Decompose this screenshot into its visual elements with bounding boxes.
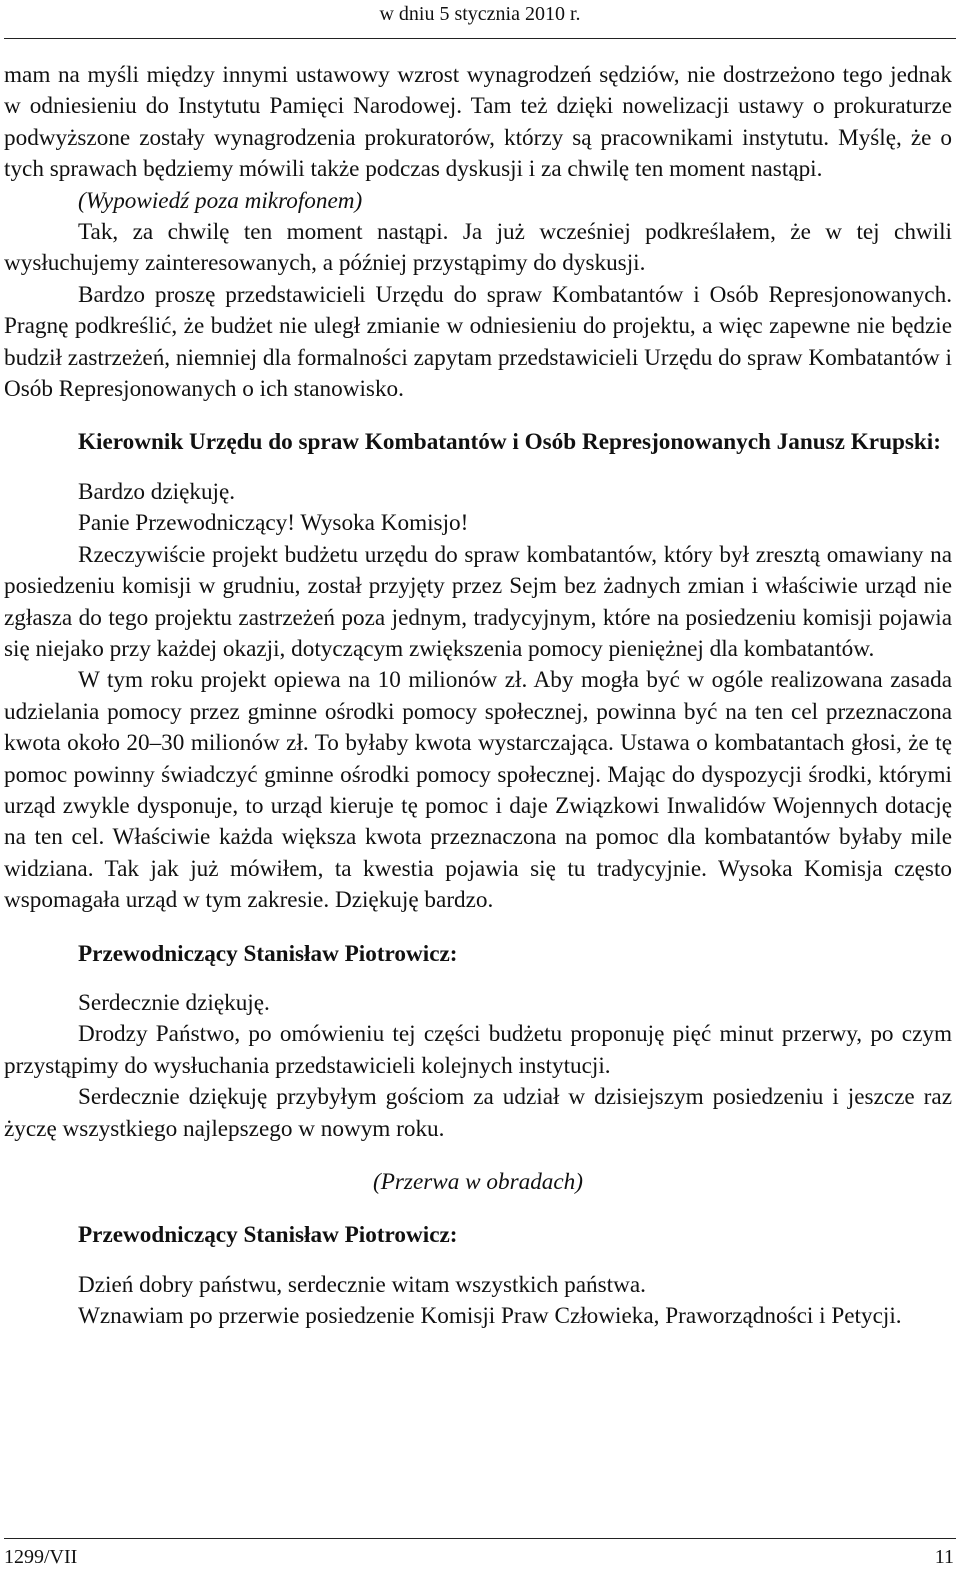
- header-divider: [4, 38, 956, 39]
- paragraph: Dzień dobry państwu, serdecznie witam wszystkich państwa.: [78, 1271, 646, 1298]
- paragraph: Panie Przewodniczący! Wysoka Komisjo!: [78, 510, 469, 537]
- paragraph: Tak, za chwilę ten moment nastąpi. Ja już wcześniej podkreślałem, że w tej chwili wysłuchujemy zainteresowanych, a później przystąpimy do dyskusji.: [4, 219, 952, 277]
- page-number: 11: [934, 1546, 954, 1568]
- speaker-heading: Kierownik Urzędu do spraw Kombatantów i Osób Represjonowanych Janusz Krupski:: [78, 429, 941, 456]
- paragraph: Drodzy Państwo, po omówieniu tej części budżetu proponuję pięć minut przerwy, po czym przystąpimy do wysłuchania przedstawicieli kolejnych instytucji.: [4, 1021, 952, 1079]
- paragraph: Serdecznie dziękuję.: [78, 989, 270, 1016]
- header-date: w dniu 5 stycznia 2010 r.: [379, 3, 581, 25]
- paragraph: W tym roku projekt opiewa na 10 milionów zł. Aby mogła być w ogóle realizowana zasada udzielania pomocy przez gminne ośrodki pomocy społecznej, powinna być na ten cel przeznaczona kwota około 20–30 milionów zł. To byłaby kwota wystarczająca. Ustawa o kombatantach głosi, że tę pomoc powinny świadczyć gminne ośrodki pomocy społecznej. Mając do dyspozycji środki, którymi urząd zwykle dysponuje, to urząd kieruje tę pomoc i daje Związkowi Inwalidów Wojennych dotację na ten cel. Właściwie każda większa kwota przeznaczona na pomoc dla kombatantów byłaby mile widziana. Tak jak już mówiłem, ta kwestia pojawia się tu tradycyjnie. Wysoka Komisja często wspomagała urząd w tym zakresie. Dziękuję bardzo.: [4, 667, 952, 914]
- stage-remark: (Wypowiedź poza mikrofonem): [78, 187, 363, 214]
- speaker-heading: Przewodniczący Stanisław Piotrowicz:: [78, 1222, 458, 1249]
- paragraph: Serdecznie dziękuję przybyłym gościom za udział w dzisiejszym posiedzeniu i jeszcze raz życzę wszystkiego najlepszego w nowym roku.: [4, 1084, 952, 1142]
- footer-divider: [4, 1538, 956, 1539]
- paragraph: mam na myśli między innymi ustawowy wzrost wynagrodzeń sędziów, nie dostrzeżono tego jednak w odniesieniu do Instytutu Pamięci Narodowej. Tam też dzięki nowelizacji ustawy o prokuraturze podwyższone zostały wynagrodzenia prokuratorów, którzy są pracownikami instytutu. Myślę, że o tych sprawach będziemy mówili także podczas dyskusji i za chwilę ten moment nastąpi.: [4, 62, 952, 183]
- session-break-note: (Przerwa w obradach): [373, 1169, 583, 1195]
- paragraph: Bardzo dziękuję.: [78, 478, 236, 505]
- paragraph: Rzeczywiście projekt budżetu urzędu do spraw kombatantów, który był zresztą omawiany na posiedzeniu komisji w grudniu, został przyjęty przez Sejm bez żadnych zmian i właściwie urząd nie zgłasza do tego projektu zastrzeżeń poza jednym, tradycyjnym, które na posiedzeniu komisji pojawia się niejako przy każdej okazji, dotyczącym zwiększenia pomocy pieniężnej dla kombatantów.: [4, 541, 952, 662]
- paragraph: Wznawiam po przerwie posiedzenie Komisji Praw Człowieka, Praworządności i Petycji.: [78, 1303, 902, 1330]
- speaker-heading: Przewodniczący Stanisław Piotrowicz:: [78, 940, 458, 967]
- document-id: 1299/VII: [4, 1546, 78, 1568]
- transcript-body: [4, 60, 952, 1333]
- paragraph: Bardzo proszę przedstawicieli Urzędu do spraw Kombatantów i Osób Represjonowanych. Pragnę podkreślić, że budżet nie uległ zmianie w odniesieniu do projektu, a więc zapewne nie będzie budził zastrzeżeń, niemniej dla formalności zapytam przedstawicieli Urzędu do spraw Kombatantów i Osób Represjonowanych o ich stanowisko.: [4, 281, 952, 403]
